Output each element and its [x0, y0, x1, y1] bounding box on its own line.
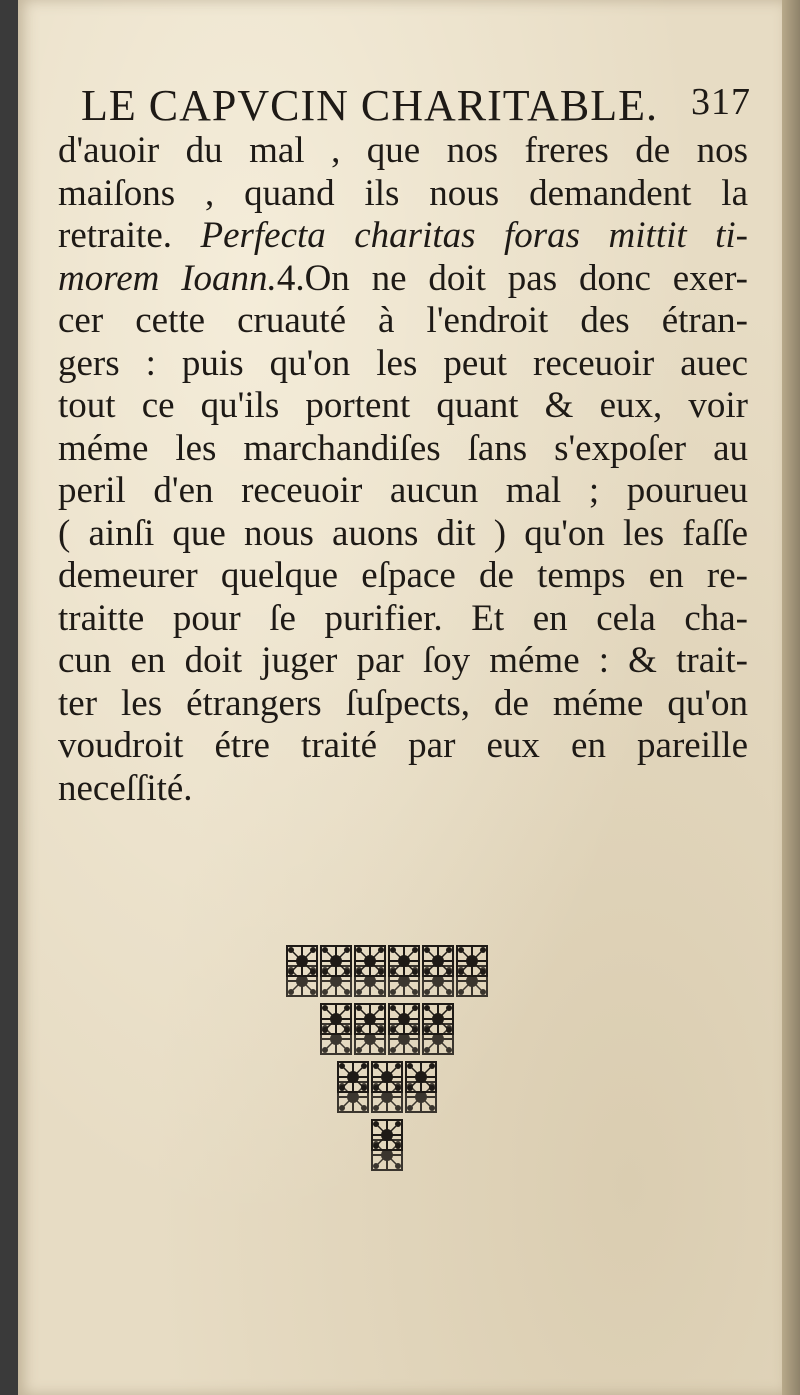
fleuron-unit	[321, 1024, 351, 1054]
text-line: d'auoir du mal , que nos freres de nos	[58, 130, 748, 171]
fleuron-unit	[355, 1024, 385, 1054]
text-line: ter les étrangers ſuſpects, de méme qu'on	[58, 682, 748, 724]
fleuron-unit	[389, 966, 419, 996]
text-line: demeurer quelque eſpace de temps en re-	[58, 555, 748, 596]
latin-citation: morem Ioann.	[58, 257, 277, 299]
fleuron-unit	[406, 1082, 436, 1112]
fleuron-unit	[355, 966, 385, 996]
fleuron-unit	[423, 966, 453, 996]
text-line: cer cette cruauté à l'endroit des étran-	[58, 300, 748, 341]
text-line: maiſons , quand ils nous demandent la	[58, 172, 748, 214]
page-number: 317	[691, 81, 751, 123]
fleuron-tailpiece-icon	[282, 940, 492, 1175]
fleuron-unit	[457, 966, 487, 996]
running-head-title: LE CAPVCIN CHARITABLE.	[81, 81, 659, 130]
fleuron-unit	[372, 1140, 402, 1170]
text-line: peril d'en receuoir aucun mal ; pourueu	[58, 470, 748, 511]
text-line: cun en doit juger par ſoy méme : & trait-	[58, 640, 748, 681]
running-head	[81, 80, 751, 131]
text-line: voudroit étre traité par eux en pareille	[58, 725, 748, 766]
fleuron-unit	[389, 1024, 419, 1054]
fleuron-unit	[338, 1082, 368, 1112]
fleuron-unit	[321, 966, 351, 996]
fleuron-unit	[372, 1082, 402, 1112]
book-page	[18, 0, 782, 1395]
text-line: gers : puis qu'on les peut receuoir auec	[58, 342, 748, 384]
text-line: traitte pour ſe purifier. Et en cela cha-	[58, 597, 748, 639]
text-line: neceſſité.	[58, 767, 193, 809]
latin-quotation: Perfecta charitas foras mittit ti-	[200, 215, 749, 256]
text-line: retraite. Perfecta charitas foras mittit ti-	[58, 215, 749, 256]
text-line: ( ainſi que nous auons dit ) qu'on les faſſe	[58, 512, 748, 554]
fleuron-unit	[287, 966, 317, 996]
page-edge	[782, 0, 800, 1395]
text-line: morem Ioann.4.On ne doit pas donc exer-	[58, 257, 748, 299]
body-text	[58, 130, 748, 810]
text-line: méme les marchandiſes ſans s'expoſer au	[58, 427, 748, 469]
fleuron-unit	[423, 1024, 453, 1054]
text-line: tout ce qu'ils portent quant & eux, voir	[58, 385, 748, 426]
